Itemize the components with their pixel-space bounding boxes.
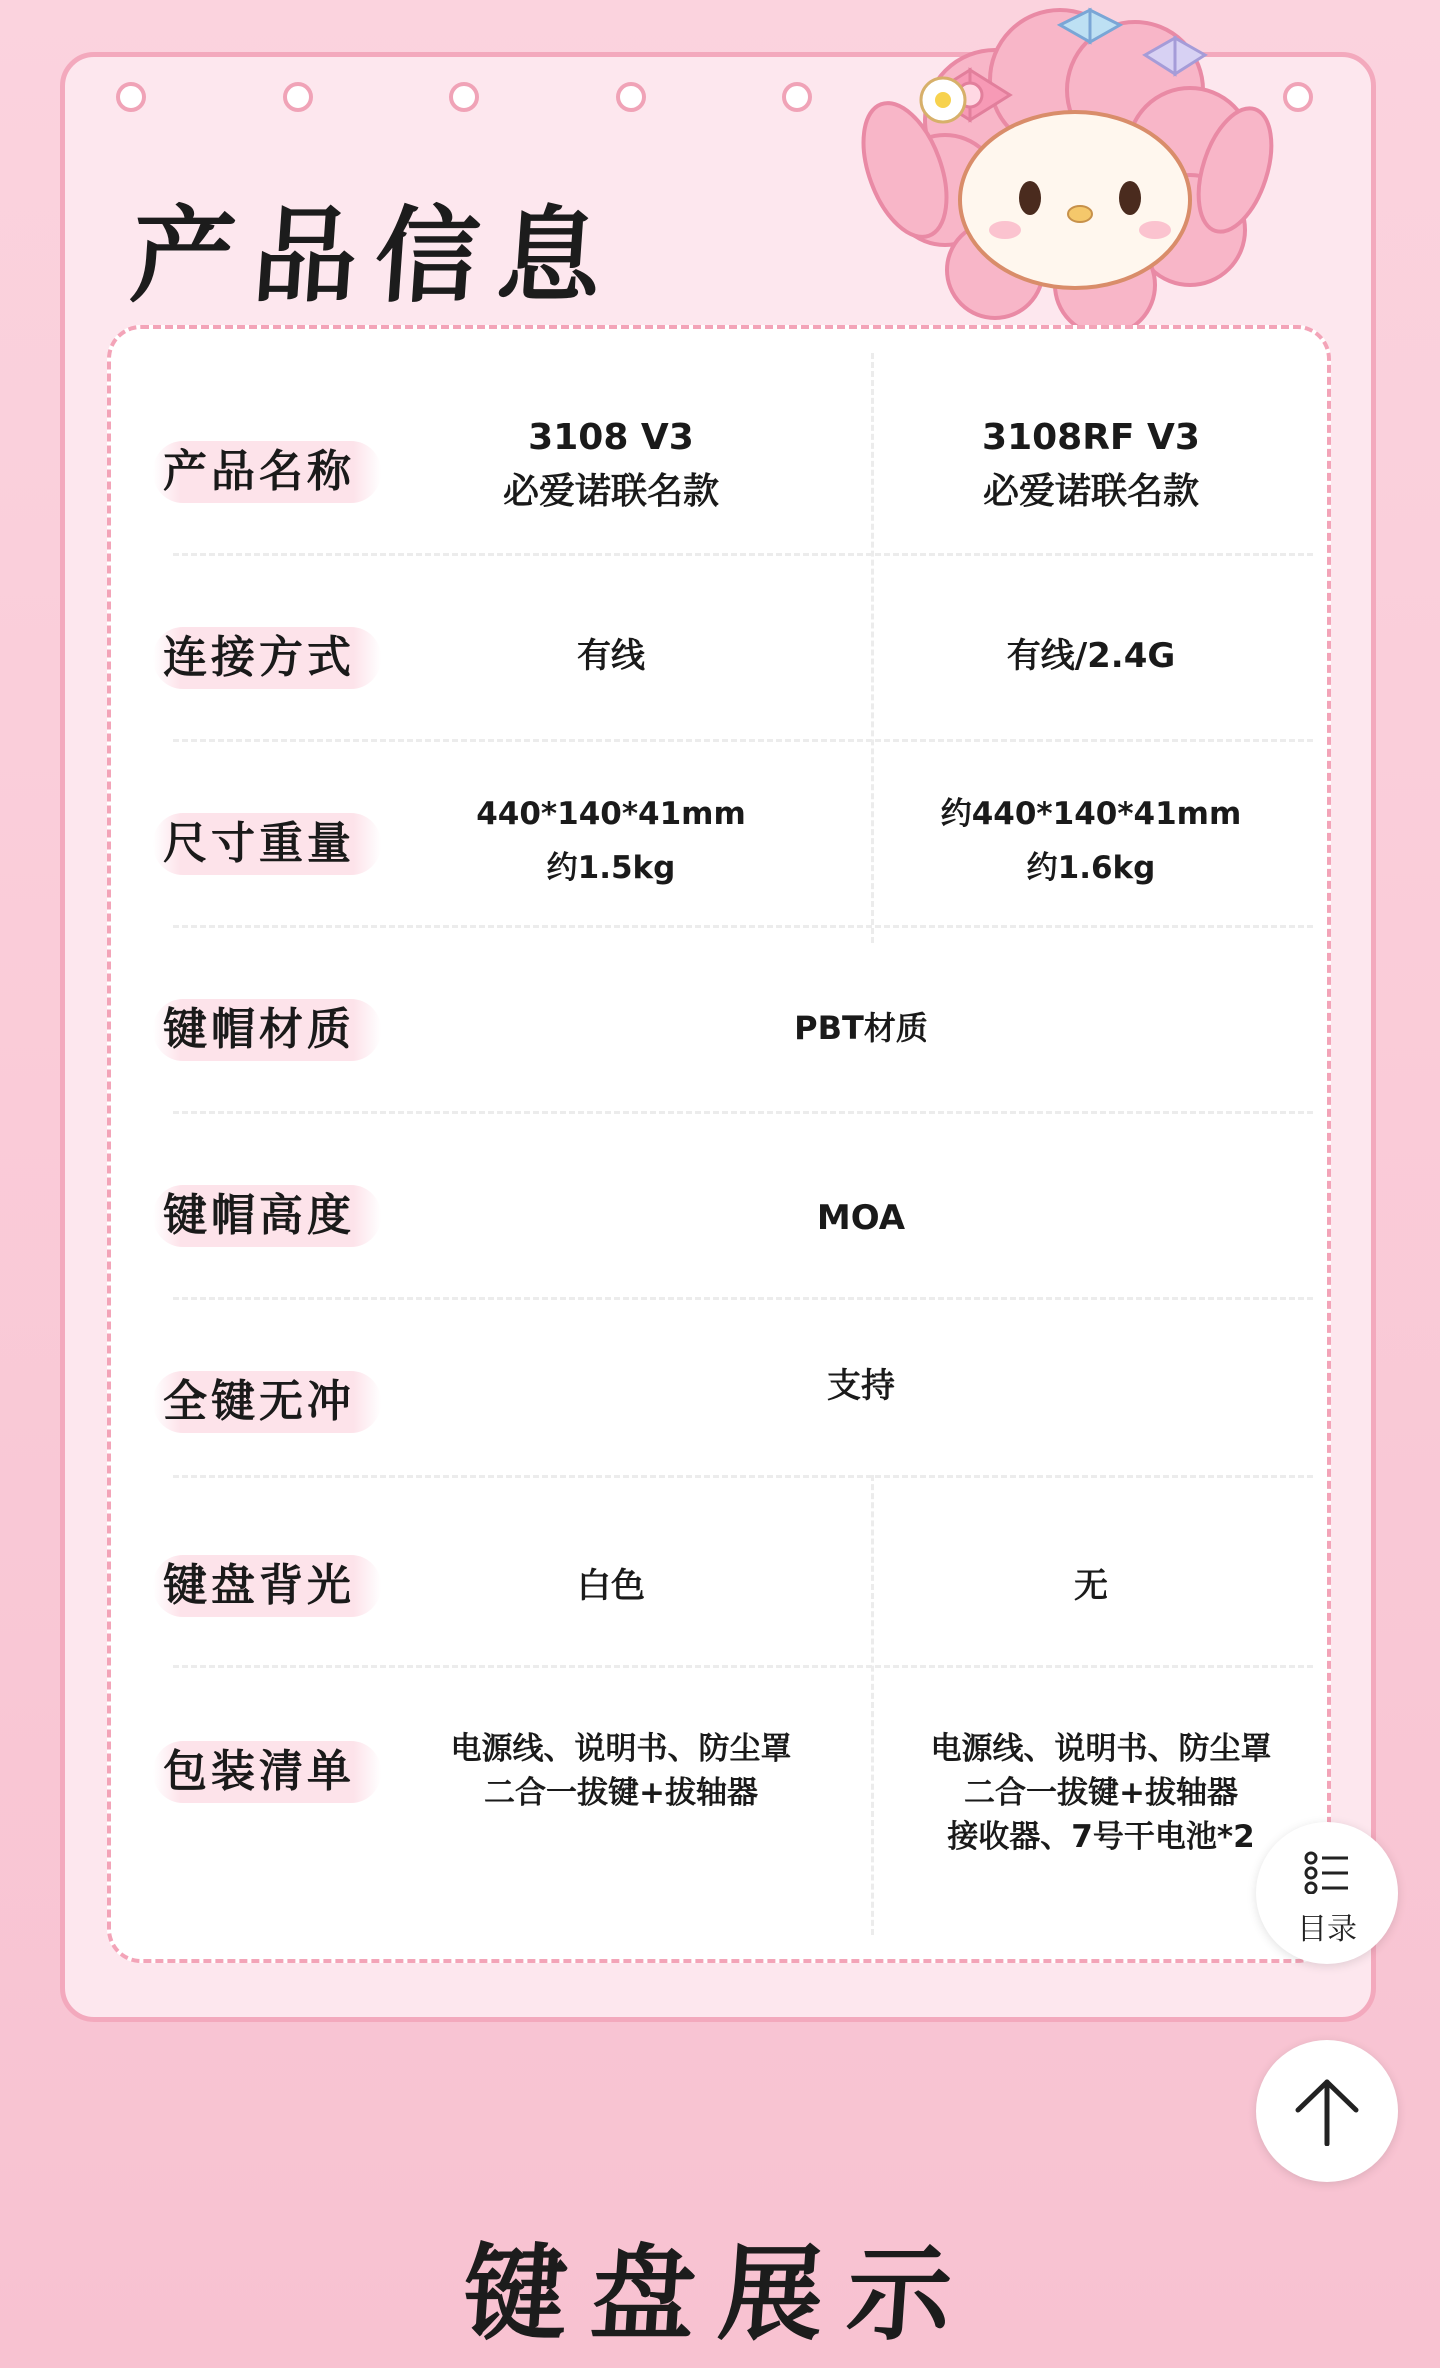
row-divider — [173, 553, 1313, 556]
row-label-product-name: 产品名称 — [153, 441, 381, 503]
cell-connection-wired: 有线 — [577, 636, 645, 676]
back-to-top-button[interactable] — [1256, 2040, 1398, 2182]
cell-package-wireless: 电源线、说明书、防尘罩 二合一拔键+拔轴器 接收器、7号干电池*2 — [930, 1731, 1272, 1855]
row-label-size-weight: 尺寸重量 — [153, 813, 381, 875]
binder-hole — [616, 82, 646, 112]
row-divider — [173, 739, 1313, 742]
toc-label: 目录 — [1297, 1912, 1357, 1947]
page-title: 产品信息 — [127, 195, 624, 317]
cell-keycap-height: MOA — [816, 1198, 906, 1238]
row-label-package: 包装清单 — [153, 1741, 381, 1803]
row-divider — [173, 925, 1313, 928]
cell-keycap-material: PBT材质 — [794, 1009, 928, 1047]
row-label-keycap-height: 键帽高度 — [153, 1185, 381, 1247]
spec-table — [107, 325, 1331, 1963]
binder-hole — [1283, 82, 1313, 112]
section-title-keyboard-display: 键盘展示 — [459, 2233, 980, 2355]
binder-hole — [116, 82, 146, 112]
cell-backlight-wireless: 无 — [1074, 1566, 1108, 1606]
list-icon — [1304, 1850, 1350, 1894]
cell-product-name-wireless: 3108RF V3 必爱诺联名款 — [982, 417, 1200, 512]
cell-connection-wireless: 有线/2.4G — [1006, 636, 1176, 676]
row-label-keycap-material: 键帽材质 — [153, 999, 381, 1061]
row-label-backlight: 键盘背光 — [153, 1555, 381, 1617]
row-divider — [173, 1475, 1313, 1478]
cell-size-weight-wireless: 约440*140*41mm 约1.6kg — [940, 796, 1242, 886]
binder-hole — [449, 82, 479, 112]
binder-hole — [782, 82, 812, 112]
cell-size-weight-wired: 440*140*41mm 约1.5kg — [476, 796, 746, 886]
row-divider — [173, 1111, 1313, 1114]
column-divider — [871, 1475, 874, 1935]
mascot-illustration — [845, 0, 1285, 330]
row-divider — [173, 1297, 1313, 1300]
arrow-up-icon — [1294, 2076, 1360, 2146]
row-label-connection: 连接方式 — [153, 627, 381, 689]
row-divider — [173, 1665, 1313, 1668]
cell-product-name-wired: 3108 V3 必爱诺联名款 — [502, 417, 719, 512]
row-label-nkro: 全键无冲 — [153, 1371, 381, 1433]
cell-package-wired: 电源线、说明书、防尘罩 二合一拔键+拔轴器 — [450, 1731, 792, 1811]
cell-backlight-wired: 白色 — [577, 1566, 645, 1606]
binder-hole — [283, 82, 313, 112]
cell-nkro: 支持 — [827, 1366, 895, 1406]
column-divider — [871, 353, 874, 943]
toc-button[interactable] — [1256, 1822, 1398, 1964]
